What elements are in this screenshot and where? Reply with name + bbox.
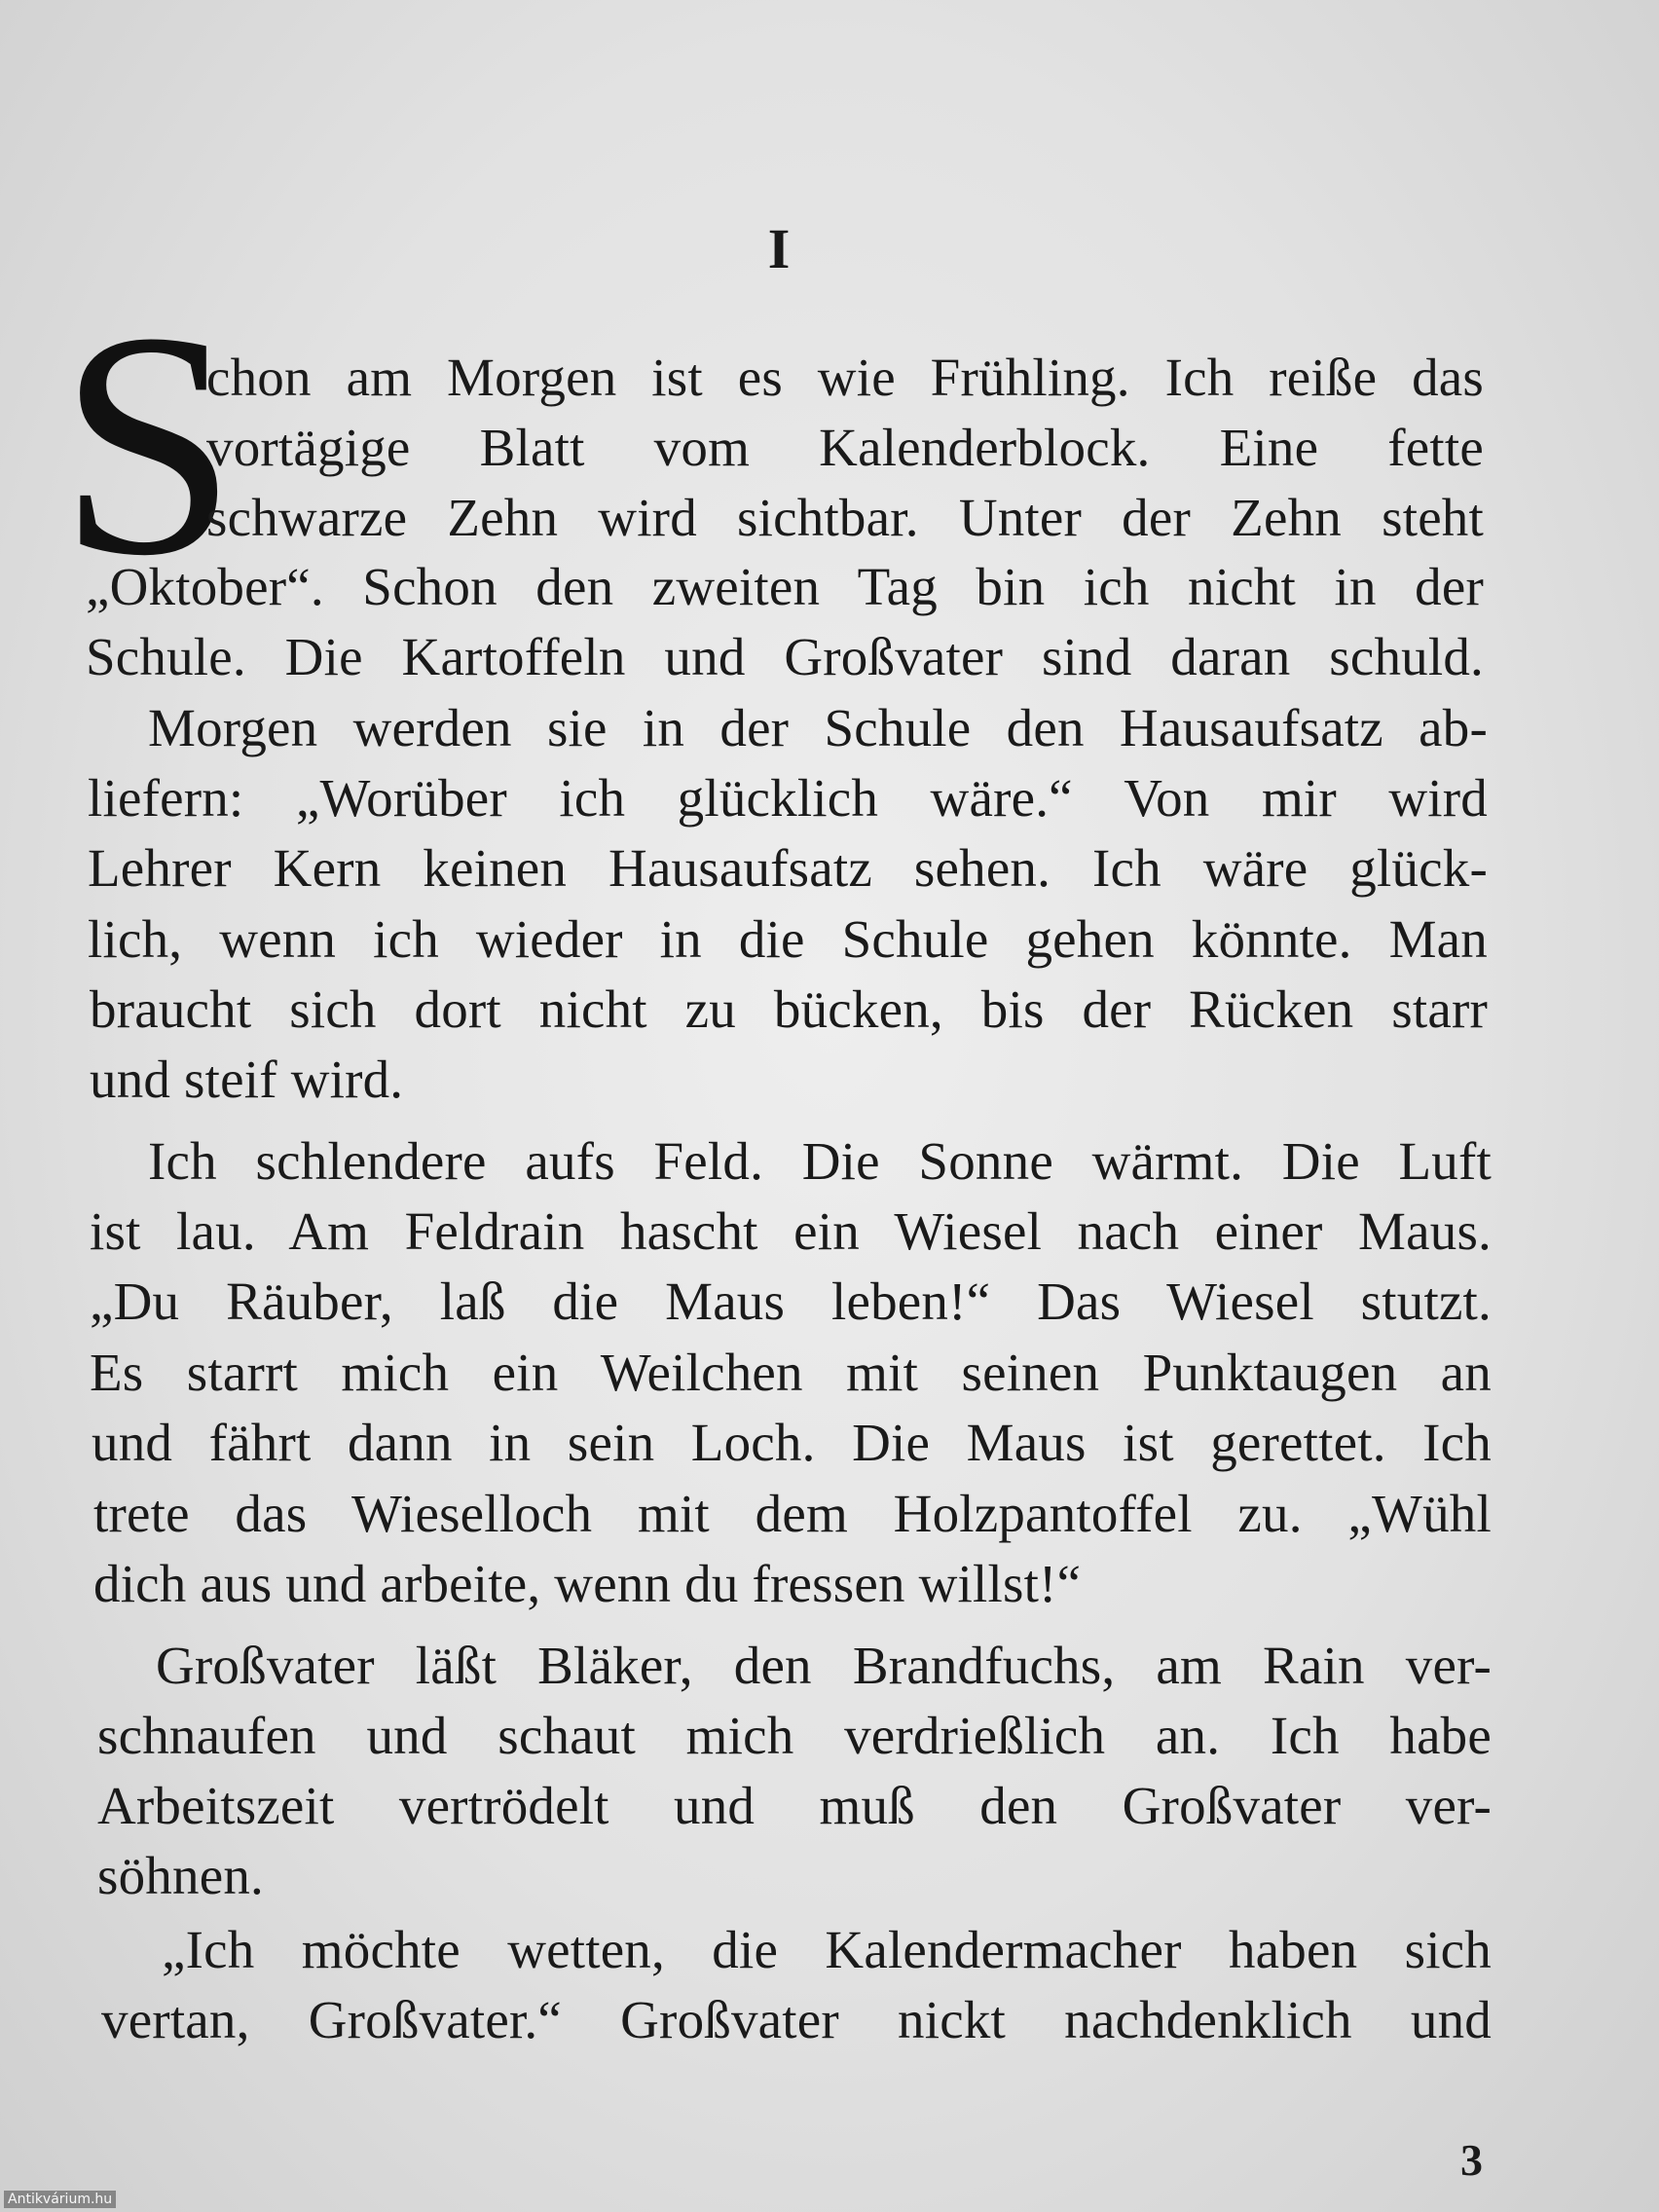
text-line: braucht sich dort nicht zu bücken, bis der Rücken starr xyxy=(90,979,1488,1039)
text-line: schwarze Zehn wird sichtbar. Unter der Zehn steht xyxy=(206,488,1484,547)
text-line: „Oktober“. Schon den zweiten Tag bin ich nicht in der xyxy=(86,557,1484,616)
text-line: liefern: „Worüber ich glücklich wäre.“ Von mir wird xyxy=(88,768,1488,828)
text-line: Schule. Die Kartoffeln und Großvater sind daran schuld. xyxy=(86,627,1484,686)
text-line: und fährt dann in sein Loch. Die Maus ist gerettet. Ich xyxy=(92,1413,1492,1472)
text-line: „Ich möchte wetten, die Kalendermacher haben sich xyxy=(162,1920,1492,1979)
text-line: Arbeitszeit vertrödelt und muß den Großvater ver- xyxy=(97,1776,1492,1835)
text-line: lich, wenn ich wieder in die Schule gehen könnte. Man xyxy=(88,909,1488,969)
text-line: und steif wird. xyxy=(90,1050,404,1109)
page-number: 3 xyxy=(1460,2135,1483,2185)
text-line: trete das Wieselloch mit dem Holzpantoffel zu. „Wühl xyxy=(93,1484,1492,1543)
text-line: Lehrer Kern keinen Hausaufsatz sehen. Ich wäre glück- xyxy=(88,838,1488,898)
text-line: söhnen. xyxy=(97,1846,264,1905)
drop-cap: S xyxy=(58,267,238,622)
text-line: vortägige Blatt vom Kalenderblock. Eine fette xyxy=(206,418,1484,477)
text-line: Morgen werden sie in der Schule den Hausaufsatz ab- xyxy=(148,698,1488,757)
text-line: Großvater läßt Bläker, den Brandfuchs, am Rain ver- xyxy=(156,1636,1492,1695)
text-line: dich aus und arbeite, wenn du fressen willst!“ xyxy=(93,1554,1082,1613)
text-line: Es starrt mich ein Weilchen mit seinen Punktaugen an xyxy=(90,1343,1492,1402)
text-line: vertan, Großvater.“ Großvater nickt nachdenklich und xyxy=(101,1990,1492,2049)
text-line: Ich schlendere aufs Feld. Die Sonne wärmt. Die Luft xyxy=(148,1131,1492,1191)
watermark: Antikvárium.hu xyxy=(4,2191,116,2208)
text-line: chon am Morgen ist es wie Frühling. Ich reiße das xyxy=(206,348,1484,407)
text-line: „Du Räuber, laß die Maus leben!“ Das Wiesel stutzt. xyxy=(90,1272,1492,1331)
text-line: ist lau. Am Feldrain hascht ein Wiesel nach einer Maus. xyxy=(90,1201,1492,1261)
chapter-number: I xyxy=(767,217,791,280)
text-line: schnaufen und schaut mich verdrießlich an. Ich habe xyxy=(97,1706,1492,1765)
